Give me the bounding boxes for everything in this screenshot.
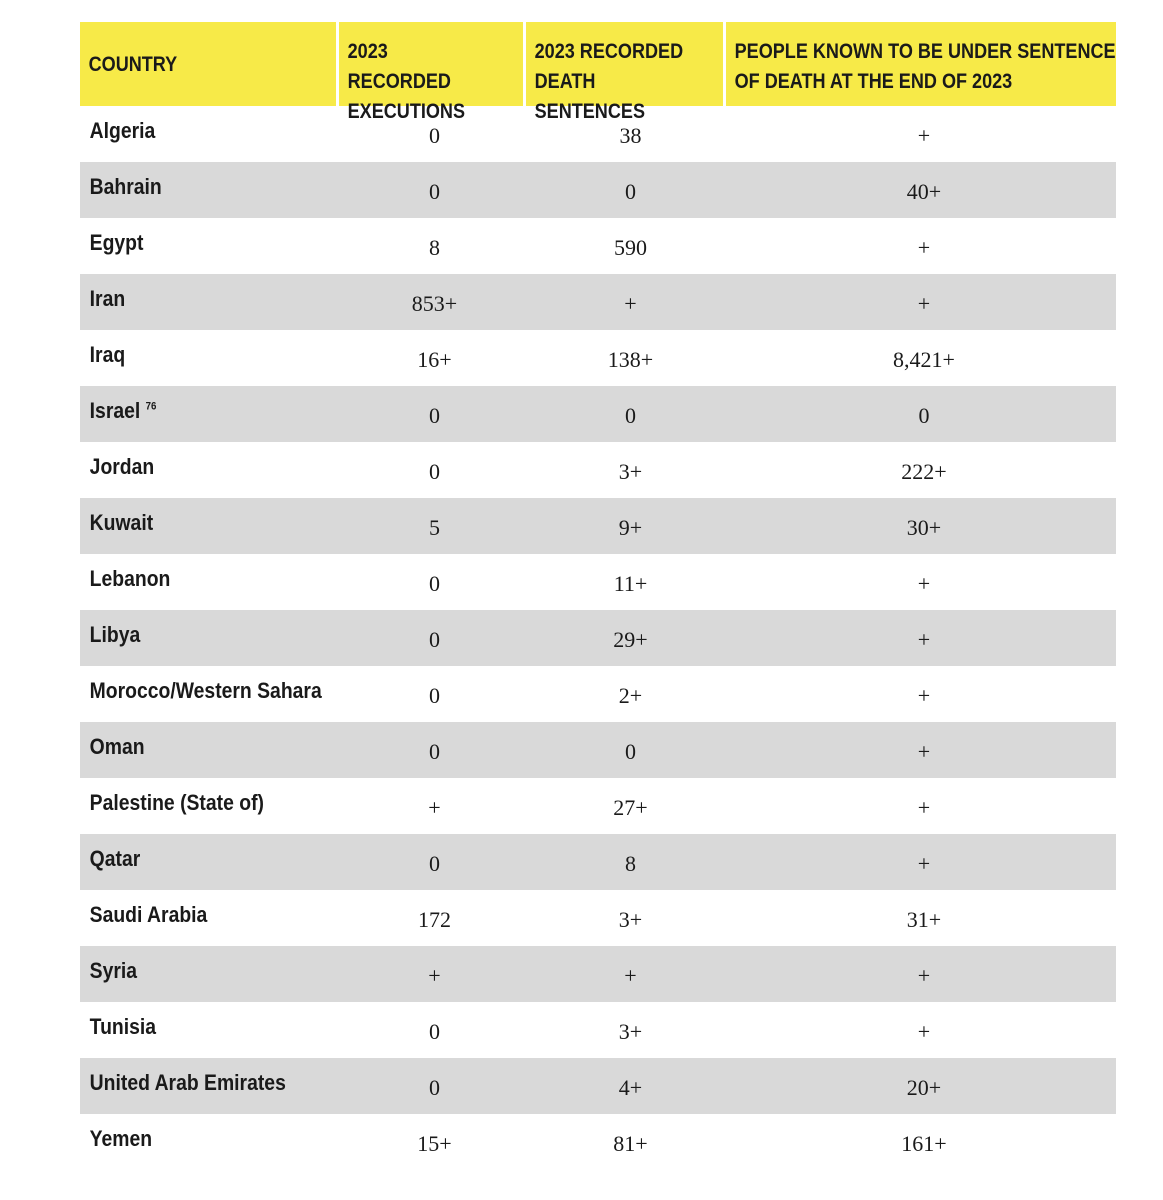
executions-cell: 0 bbox=[429, 1019, 440, 1044]
death-sentences-cell: 3+ bbox=[618, 1019, 643, 1044]
country-cell bbox=[80, 666, 322, 704]
under-sentence-cell: 0 bbox=[918, 403, 930, 428]
country-cell bbox=[80, 218, 309, 256]
executions-cell: 0 bbox=[429, 571, 440, 596]
executions-cell: 0 bbox=[429, 403, 440, 428]
header-executions: 2023 RECORDED EXECUTIONS bbox=[347, 40, 466, 123]
country-name: Kuwait bbox=[89, 510, 154, 535]
header-country-cell bbox=[80, 22, 336, 106]
country-name: Libya bbox=[89, 622, 141, 647]
death-sentences-cell: 38 bbox=[619, 123, 642, 148]
death-sentences-cell: 8 bbox=[625, 851, 636, 876]
country-name: Morocco/Western Sahara bbox=[89, 678, 322, 703]
death-sentences-cell: 0 bbox=[625, 739, 636, 764]
death-sentences-cell: 81+ bbox=[613, 1131, 648, 1156]
country-cell bbox=[80, 834, 309, 872]
executions-cell: 0 bbox=[429, 459, 440, 484]
death-sentences-cell: 3+ bbox=[618, 907, 643, 932]
executions-cell: 172 bbox=[418, 907, 451, 932]
country-name: Iran bbox=[89, 286, 126, 311]
table-row bbox=[80, 554, 1116, 610]
executions-cell: 15+ bbox=[417, 1131, 452, 1156]
table-body bbox=[80, 106, 1116, 1170]
table-row bbox=[80, 218, 1116, 274]
executions-cell: 0 bbox=[429, 739, 440, 764]
table-row bbox=[80, 162, 1116, 218]
executions-cell: 853+ bbox=[411, 291, 458, 316]
table-row bbox=[80, 610, 1116, 666]
table-row bbox=[80, 386, 1116, 442]
executions-cell: 8 bbox=[429, 235, 440, 260]
under-sentence-cell: + bbox=[917, 963, 931, 988]
header-country: COUNTRY bbox=[88, 53, 178, 76]
executions-cell: 0 bbox=[429, 179, 440, 204]
executions-cell: + bbox=[428, 963, 441, 988]
death-sentences-cell: 138+ bbox=[607, 347, 654, 372]
country-name: Syria bbox=[89, 958, 138, 983]
death-sentences-cell: 11+ bbox=[613, 571, 648, 596]
header-executions-cell bbox=[339, 22, 522, 123]
header-under-sentence: PEOPLE KNOWN TO BE UNDER SENTENCE OF DEATH AT THE END OF 2023 bbox=[734, 40, 1116, 93]
death-penalty-table bbox=[80, 22, 1116, 1170]
under-sentence-cell: 222+ bbox=[901, 459, 947, 484]
table-row bbox=[80, 442, 1116, 498]
death-sentences-cell: 27+ bbox=[613, 795, 648, 820]
executions-cell: 0 bbox=[429, 851, 440, 876]
table-row bbox=[80, 1058, 1116, 1114]
table-row bbox=[80, 722, 1116, 778]
country-cell bbox=[80, 554, 309, 592]
country-name: Yemen bbox=[89, 1126, 153, 1151]
death-sentences-cell: + bbox=[624, 963, 637, 988]
executions-cell: 16+ bbox=[417, 347, 452, 372]
table-row bbox=[80, 1114, 1116, 1170]
table-row bbox=[80, 498, 1116, 554]
executions-cell: 0 bbox=[429, 683, 440, 708]
table-row bbox=[80, 834, 1116, 890]
death-sentences-cell: 2+ bbox=[618, 683, 643, 708]
country-cell bbox=[80, 386, 309, 424]
country-cell bbox=[80, 1002, 309, 1040]
country-cell bbox=[80, 162, 309, 200]
country-name: Saudi Arabia bbox=[89, 902, 208, 927]
country-name: Israel bbox=[89, 398, 141, 423]
country-name: Iraq bbox=[89, 342, 126, 367]
country-cell bbox=[80, 274, 309, 312]
under-sentence-cell: + bbox=[917, 291, 931, 316]
country-name: Bahrain bbox=[89, 174, 162, 199]
country-cell bbox=[80, 946, 309, 984]
country-name: Qatar bbox=[89, 846, 141, 871]
under-sentence-cell: 161+ bbox=[901, 1131, 947, 1156]
table-row bbox=[80, 890, 1116, 946]
header-under-sentence-cell bbox=[726, 22, 1116, 106]
table-row bbox=[80, 274, 1116, 330]
under-sentence-cell: + bbox=[917, 235, 931, 260]
country-name: Egypt bbox=[89, 230, 144, 255]
table-row bbox=[80, 666, 1116, 722]
under-sentence-cell: + bbox=[917, 851, 931, 876]
table-header bbox=[80, 22, 1116, 123]
death-sentences-cell: 9+ bbox=[618, 515, 643, 540]
country-cell bbox=[80, 610, 309, 648]
country-name: Oman bbox=[89, 734, 145, 759]
country-cell bbox=[80, 330, 309, 368]
death-sentences-cell: 0 bbox=[625, 403, 636, 428]
death-sentences-cell: 3+ bbox=[618, 459, 643, 484]
under-sentence-cell: 20+ bbox=[906, 1075, 942, 1100]
under-sentence-cell: 30+ bbox=[906, 515, 942, 540]
executions-cell: 5 bbox=[429, 515, 440, 540]
under-sentence-cell: 31+ bbox=[906, 907, 942, 932]
country-name: Lebanon bbox=[89, 566, 171, 591]
table-row bbox=[80, 330, 1116, 386]
under-sentence-cell: 40+ bbox=[906, 179, 942, 204]
country-cell bbox=[80, 106, 309, 144]
under-sentence-cell: + bbox=[917, 627, 931, 652]
country-cell bbox=[80, 1114, 309, 1152]
country-cell bbox=[80, 722, 309, 760]
country-cell bbox=[80, 890, 309, 928]
header-death-sentences: 2023 RECORDED DEATH SENTENCES bbox=[534, 40, 683, 123]
table-row bbox=[80, 778, 1116, 834]
country-name: Palestine (State of) bbox=[89, 790, 264, 815]
country-cell bbox=[80, 778, 309, 816]
country-cell bbox=[80, 498, 309, 536]
header-death-sentences-cell bbox=[526, 22, 723, 123]
country-cell bbox=[80, 1058, 309, 1096]
country-name: Jordan bbox=[89, 454, 155, 479]
table-row bbox=[80, 1002, 1116, 1058]
under-sentence-cell: + bbox=[917, 1019, 931, 1044]
executions-cell: 0 bbox=[429, 123, 440, 148]
under-sentence-cell: + bbox=[917, 795, 931, 820]
country-name: Algeria bbox=[89, 118, 156, 143]
executions-cell: + bbox=[428, 795, 441, 820]
death-sentences-cell: 590 bbox=[614, 235, 647, 260]
country-cell bbox=[80, 442, 309, 480]
executions-cell: 0 bbox=[429, 627, 440, 652]
country-name: Tunisia bbox=[89, 1014, 157, 1039]
table-row bbox=[80, 946, 1116, 1002]
under-sentence-cell: + bbox=[917, 739, 931, 764]
under-sentence-cell: 8,421+ bbox=[893, 347, 955, 372]
under-sentence-cell: + bbox=[917, 123, 931, 148]
footnote-ref: 76 bbox=[145, 400, 157, 413]
executions-cell: 0 bbox=[429, 1075, 440, 1100]
under-sentence-cell: + bbox=[917, 683, 931, 708]
death-sentences-cell: 0 bbox=[625, 179, 636, 204]
death-sentences-cell: 4+ bbox=[618, 1075, 643, 1100]
death-sentences-cell: 29+ bbox=[613, 627, 648, 652]
death-sentences-cell: + bbox=[624, 291, 637, 316]
country-name: United Arab Emirates bbox=[89, 1070, 286, 1095]
under-sentence-cell: + bbox=[917, 571, 931, 596]
